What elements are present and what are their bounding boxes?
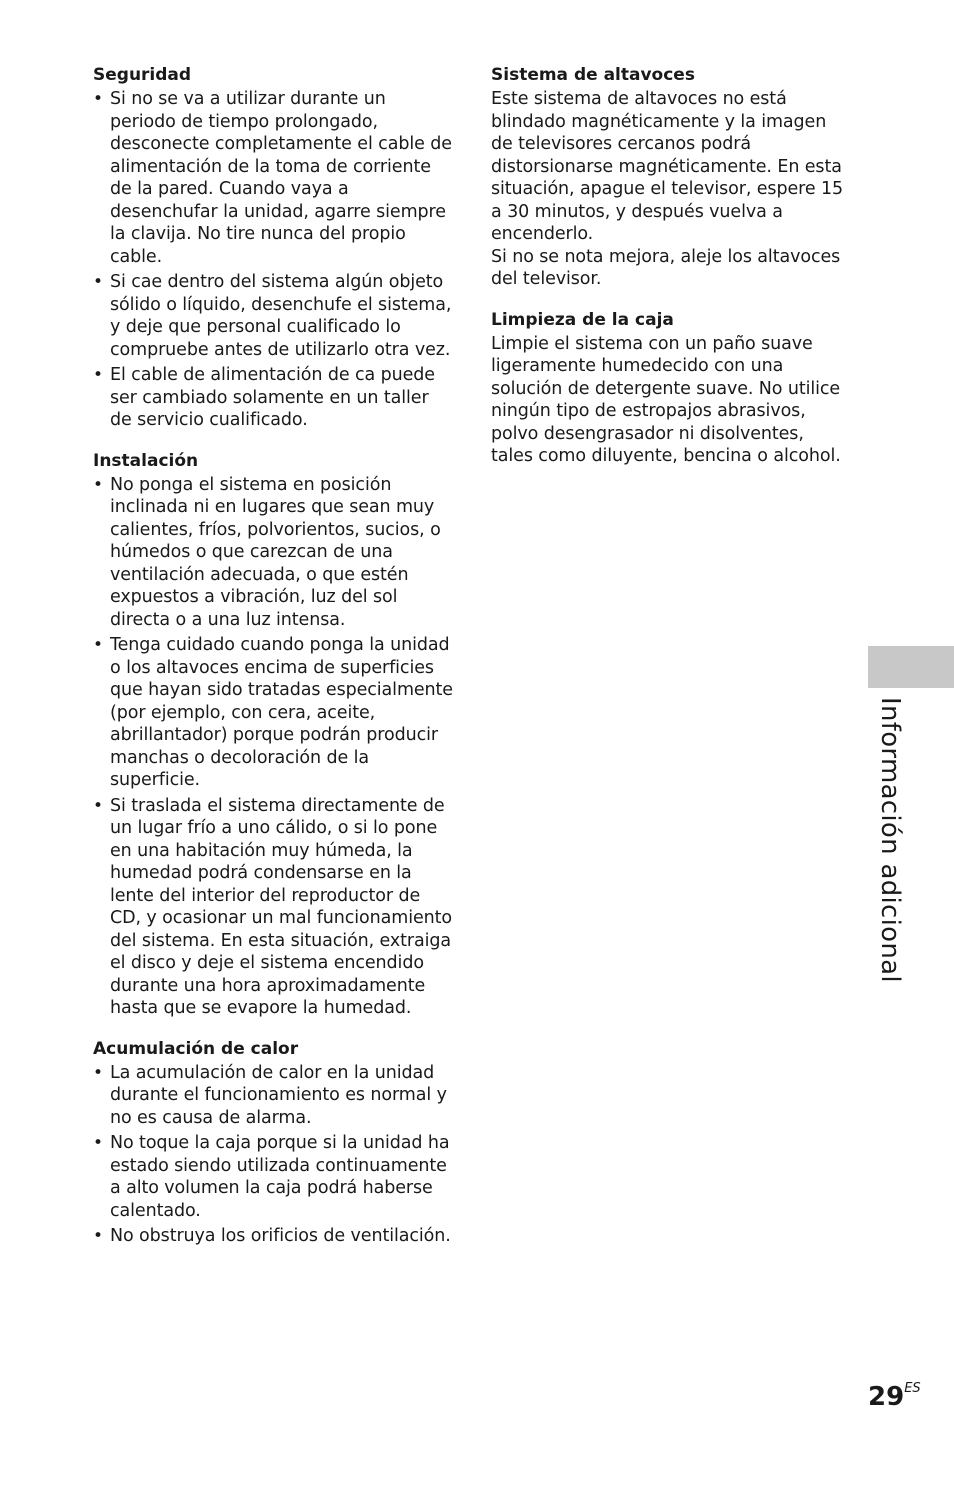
bullet-icon: • — [93, 272, 103, 292]
section-heading: Seguridad — [93, 65, 192, 85]
section-heading: Sistema de altavoces — [491, 65, 695, 85]
list-item: • Tenga cuidado cuando ponga la unidad o los altavoces encima de superficies que hayan sido tratadas especialmente (por ejemplo, con cera, aceite, abrillantador) porque podrán producir manchas o decoloración de la superficie. — [93, 635, 453, 790]
bullet-icon: • — [93, 474, 103, 495]
right-column — [491, 64, 851, 486]
bullet-icon: • — [93, 1226, 103, 1246]
bullet-icon: • — [93, 795, 103, 816]
bullet-list — [93, 1062, 453, 1248]
page-number — [868, 1382, 921, 1412]
section-heading: Instalación — [93, 450, 199, 471]
paragraph: Si no se nota mejora, aleje los altavoces del televisor. — [491, 246, 841, 289]
section-limpieza-de-la-caja — [491, 309, 851, 468]
bullet-list — [93, 474, 453, 1020]
page-number-suffix: ES — [904, 1381, 921, 1396]
section-instalacion — [93, 450, 453, 1020]
list-item: • Si cae dentro del sistema algún objeto sólido o líquido, desenchufe el sistema, y deje que personal cualificado lo compruebe antes de utilizarlo otra vez. — [93, 272, 452, 360]
list-item: • No obstruya los orificios de ventilación. — [93, 1226, 451, 1246]
section-heading: Limpieza de la caja — [491, 309, 674, 330]
section-heading: Acumulación de calor — [93, 1038, 299, 1059]
list-item: • El cable de alimentación de ca puede ser cambiado solamente en un taller de servicio cualificado. — [93, 365, 435, 430]
page-number-value: 29 — [868, 1382, 905, 1412]
side-tab-label: Información adicional — [875, 697, 905, 983]
paragraph: Limpie el sistema con un paño suave ligeramente humedecido con una solución de detergente suave. No utilice ningún tipo de estropajos abrasivos, polvo desengrasador ni disolventes, tales como diluyente, bencina o alcohol. — [491, 333, 841, 466]
bullet-icon: • — [93, 1062, 103, 1083]
section-sistema-de-altavoces — [491, 64, 851, 291]
list-item: • La acumulación de calor en la unidad durante el funcionamiento es normal y no es causa de alarma. — [93, 1062, 447, 1128]
bullet-list — [93, 88, 453, 432]
bullet-icon: • — [93, 365, 103, 385]
list-item: • No ponga el sistema en posición inclinada ni en lugares que sean muy calientes, fríos, polvorientos, sucios, o húmedos o que carezcan de una ventilación adecuada, o que estén expuestos a vibración, luz del sol directa o a una luz intensa. — [93, 474, 441, 630]
bullet-icon: • — [93, 1133, 103, 1153]
section-acumulacion-de-calor — [93, 1038, 453, 1248]
list-item: • Si no se va a utilizar durante un periodo de tiempo prolongado, desconecte completamente el cable de alimentación de la toma de corriente de la pared. Cuando vaya a desenchufar la unidad, agarre siempre la clavija. No tire nunca del propio cable. — [93, 89, 452, 267]
list-item: • No toque la caja porque si la unidad ha estado siendo utilizada continuamente a alto volumen la caja podrá haberse calentado. — [93, 1133, 450, 1221]
list-item: • Si traslada el sistema directamente de un lugar frío a uno cálido, o si lo pone en una habitación muy húmeda, la humedad podrá condensarse en la lente del interior del reproductor de CD, y ocasionar un mal funcionamiento del sistema. En esta situación, extraiga el disco y deje el sistema encendido durante una hora aproximadamente hasta que se evapore la humedad. — [93, 795, 452, 1018]
bullet-icon: • — [93, 89, 103, 109]
paragraph: Este sistema de altavoces no está blindado magnéticamente y la imagen de televisores cercanos podrá distorsionarse magnéticamente. En esta situación, apague el televisor, espere 15 a 30 minutos, y después vuelva a encenderlo. — [491, 89, 844, 244]
section-seguridad — [93, 64, 453, 432]
bullet-icon: • — [93, 635, 103, 655]
left-column — [93, 64, 453, 1266]
side-tab-marker — [868, 646, 954, 688]
